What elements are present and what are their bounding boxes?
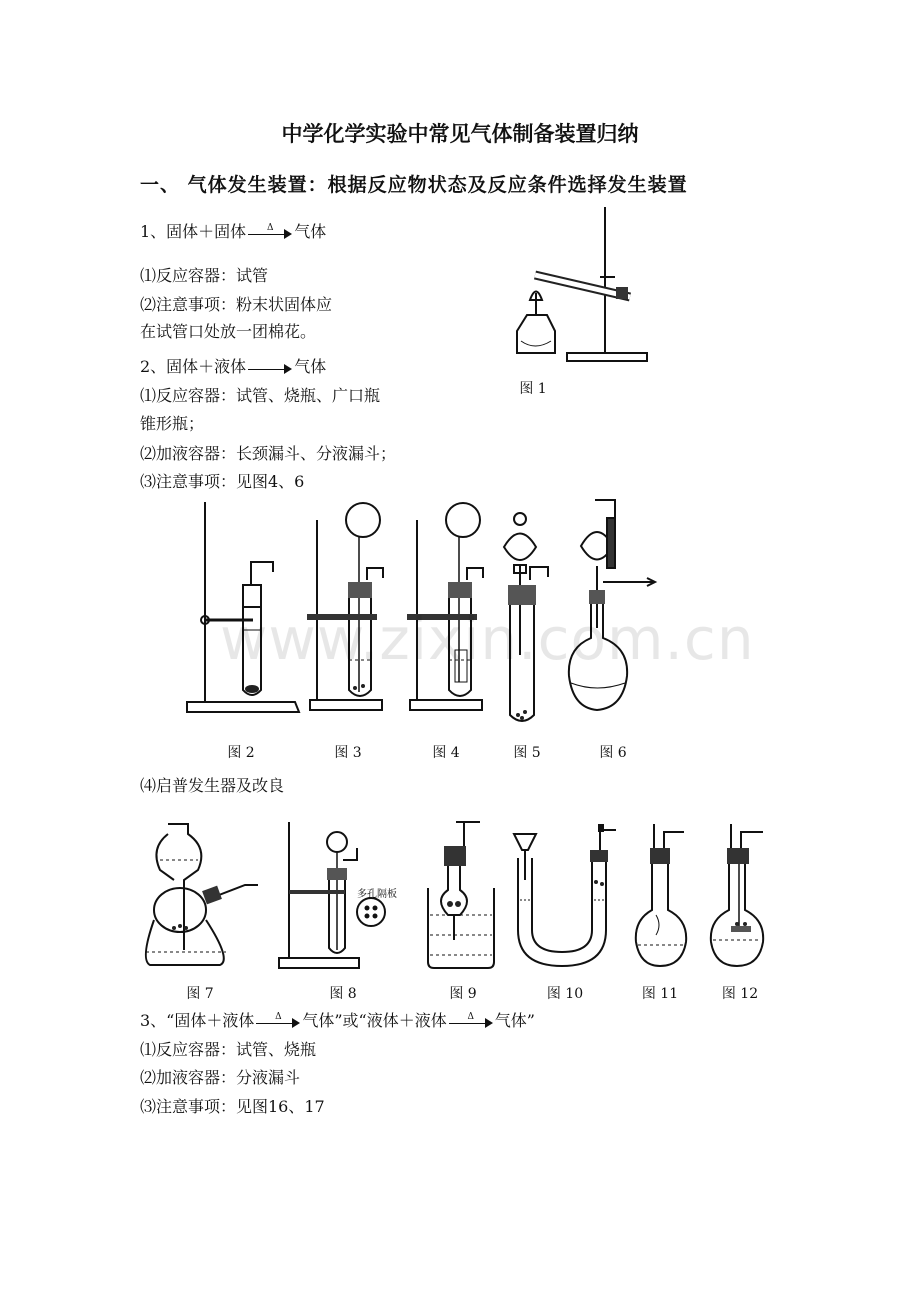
figure-11-illustration [632, 820, 692, 970]
figure-12-illustration [705, 820, 767, 970]
case2-item1b: 锥形瓶； [140, 414, 205, 433]
case3-item3: ⑶注意事项：见图16、17 [140, 1097, 325, 1116]
figure-9-caption: 图 9 [449, 986, 477, 1002]
figure-4-caption: 图 4 [432, 745, 460, 761]
case1-label-post: 气体 [294, 222, 327, 241]
figure-7-caption: 图 7 [186, 986, 214, 1002]
case3-item1: ⑴反应容器：试管、烧瓶 [140, 1040, 317, 1059]
case1-heading [140, 222, 326, 242]
case3-label-pre: 3、“固体＋液体 [140, 1011, 255, 1030]
figure-9-illustration [420, 820, 505, 970]
case2-item1: ⑴反应容器：试管、烧瓶、广口瓶 [140, 386, 381, 405]
case3-label-post: 气体” [494, 1011, 535, 1030]
figure-6-caption: 图 6 [599, 745, 627, 761]
case3-heading [140, 1011, 535, 1031]
heat-symbol: Δ [467, 1011, 474, 1022]
case1-item2b: 在试管口处放一团棉花。 [140, 322, 317, 341]
case1-label-pre: 1、固体＋固体 [140, 222, 247, 241]
arrow-icon [248, 362, 292, 374]
case2-heading [140, 357, 326, 377]
figure-10-illustration [510, 820, 620, 970]
case2-item3: ⑶注意事项：见图4、6 [140, 472, 305, 491]
case2-item4: ⑷启普发生器及改良 [140, 776, 285, 795]
figure-5-caption: 图 5 [513, 745, 541, 761]
case3-label-mid: 气体”或“液体＋液体 [302, 1011, 447, 1030]
case2-item2: ⑵加液容器：长颈漏斗、分液漏斗； [140, 444, 397, 463]
figure-1-illustration [505, 205, 655, 365]
figure-7-illustration [140, 820, 265, 970]
case2-label-pre: 2、固体＋液体 [140, 357, 247, 376]
heat-arrow-icon [256, 1011, 300, 1028]
case3-item2: ⑵加液容器：分液漏斗 [140, 1068, 301, 1087]
figure-1-caption: 图 1 [519, 381, 547, 397]
case2-label-post: 气体 [294, 357, 327, 376]
figure-8-label: 多孔隔板 [357, 889, 397, 900]
case1-item1: ⑴反应容器：试管 [140, 266, 269, 285]
figure-12-caption: 图 12 [721, 986, 759, 1002]
figure-3-caption: 图 3 [334, 745, 362, 761]
heat-symbol: Δ [275, 1011, 282, 1022]
figure-10-caption: 图 10 [546, 986, 584, 1002]
page-title: 中学化学实验中常见气体制备装置归纳 [281, 121, 639, 146]
figure-2-caption: 图 2 [227, 745, 255, 761]
watermark: www.zixin.com.cn [220, 605, 755, 673]
heat-symbol: Δ [266, 222, 274, 233]
section-heading: 一、 气体发生装置：根据反应物状态及反应条件选择发生装置 [140, 174, 688, 196]
heat-arrow-icon [248, 222, 292, 239]
heat-arrow-icon [449, 1011, 493, 1028]
case1-item2: ⑵注意事项：粉末状固体应 [140, 295, 333, 314]
figure-8-caption: 图 8 [329, 986, 357, 1002]
figure-11-caption: 图 11 [641, 986, 679, 1002]
